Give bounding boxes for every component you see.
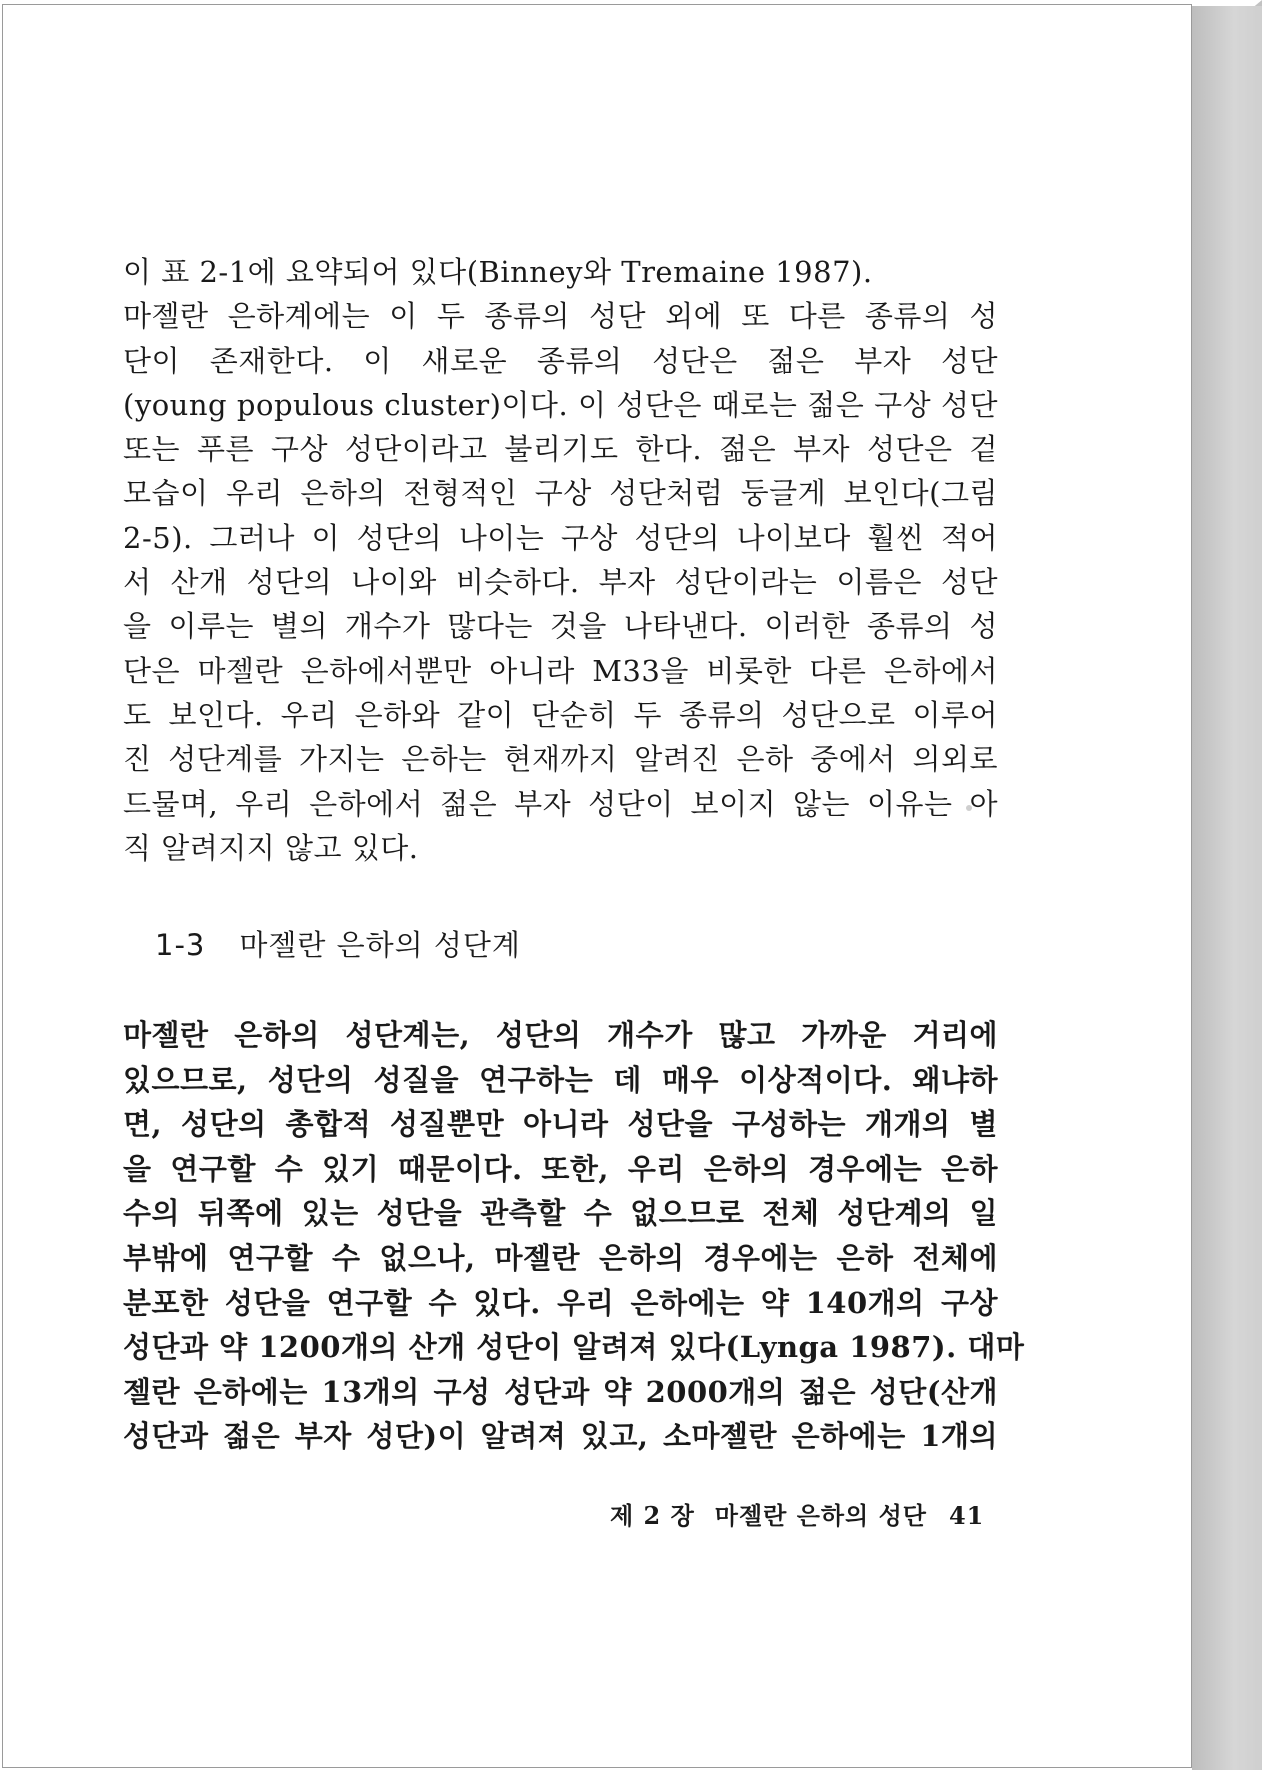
paragraph-1	[123, 250, 998, 870]
text-line: 또는 푸른 구상 성단이라고 불리기도 한다. 젊은 부자 성단은 겉	[123, 432, 998, 467]
text-line: 마젤란 은하의 성단계는, 성단의 개수가 많고 가까운 거리에	[123, 1018, 998, 1052]
footer-title: 마젤란 은하의 성단	[714, 1501, 927, 1530]
text-line: 도 보인다. 우리 은하와 같이 단순히 두 종류의 성단으로 이루어	[123, 697, 998, 732]
text-line: 성단과 젊은 부자 성단)이 알려져 있고, 소마젤란 은하에는 1개의	[123, 1419, 998, 1454]
text-line: 모습이 우리 은하의 전형적인 구상 성단처럼 둥글게 보인다(그림	[123, 476, 998, 511]
text-line: 이 표 2-1에 요약되어 있다(Binney와 Tremaine 1987).	[123, 255, 873, 289]
text-line: 서 산개 성단의 나이와 비슷하다. 부자 성단이라는 이름은 성단	[123, 565, 998, 600]
paragraph-2	[123, 1013, 1025, 1459]
book-edge	[1192, 6, 1262, 1770]
page-number: 41	[948, 1501, 985, 1530]
text-line: 진 성단계를 가지는 은하는 현재까지 알려진 은하 중에서 의외로	[123, 742, 998, 777]
text-line: 단이 존재한다. 이 새로운 종류의 성단은 젊은 부자 성단	[123, 343, 998, 378]
text-line: 마젤란 은하계에는 이 두 종류의 성단 외에 또 다른 종류의 성	[123, 299, 998, 334]
text-line: 2-5). 그러나 이 성단의 나이는 구상 성단의 나이보다 훨씬 적어	[123, 520, 998, 555]
section-number: 1-3	[155, 928, 206, 962]
text-line: 분포한 성단을 연구할 수 있다. 우리 은하에는 약 140개의 구상	[123, 1285, 998, 1320]
text-line: 면, 성단의 총합적 성질뿐만 아니라 성단을 구성하는 개개의 별	[123, 1107, 998, 1142]
text-line: 있으므로, 성단의 성질을 연구하는 데 매우 이상적이다. 왜냐하	[123, 1062, 998, 1097]
running-footer	[610, 1496, 984, 1531]
text-line: (young populous cluster)이다. 이 성단은 때로는 젊은 구상 성단	[123, 387, 998, 422]
section-heading	[155, 923, 521, 964]
footer-chapter: 제 2 장	[610, 1501, 695, 1530]
text-line: 단은 마젤란 은하에서뿐만 아니라 M33을 비롯한 다른 은하에서	[123, 653, 998, 688]
text-line: 부밖에 연구할 수 없으나, 마젤란 은하의 경우에는 은하 전체에	[123, 1240, 998, 1275]
section-title: 마젤란 은하의 성단계	[239, 928, 521, 962]
text-line: 을 연구할 수 있기 때문이다. 또한, 우리 은하의 경우에는 은하	[123, 1151, 998, 1186]
text-line: 성단과 약 1200개의 산개 성단이 알려져 있다(Lynga 1987). 대마	[123, 1330, 1025, 1365]
text-line: 수의 뒤쪽에 있는 성단을 관측할 수 없으므로 전체 성단계의 일	[123, 1196, 998, 1231]
text-line: 드물며, 우리 은하에서 젊은 부자 성단이 보이지 않는 이유는 아	[123, 786, 998, 821]
text-line: 젤란 은하에는 13개의 구성 성단과 약 2000개의 젊은 성단(산개	[123, 1374, 998, 1409]
text-line: 을 이루는 별의 개수가 많다는 것을 나타낸다. 이러한 종류의 성	[123, 609, 998, 644]
text-line: 직 알려지지 않고 있다.	[123, 830, 419, 865]
